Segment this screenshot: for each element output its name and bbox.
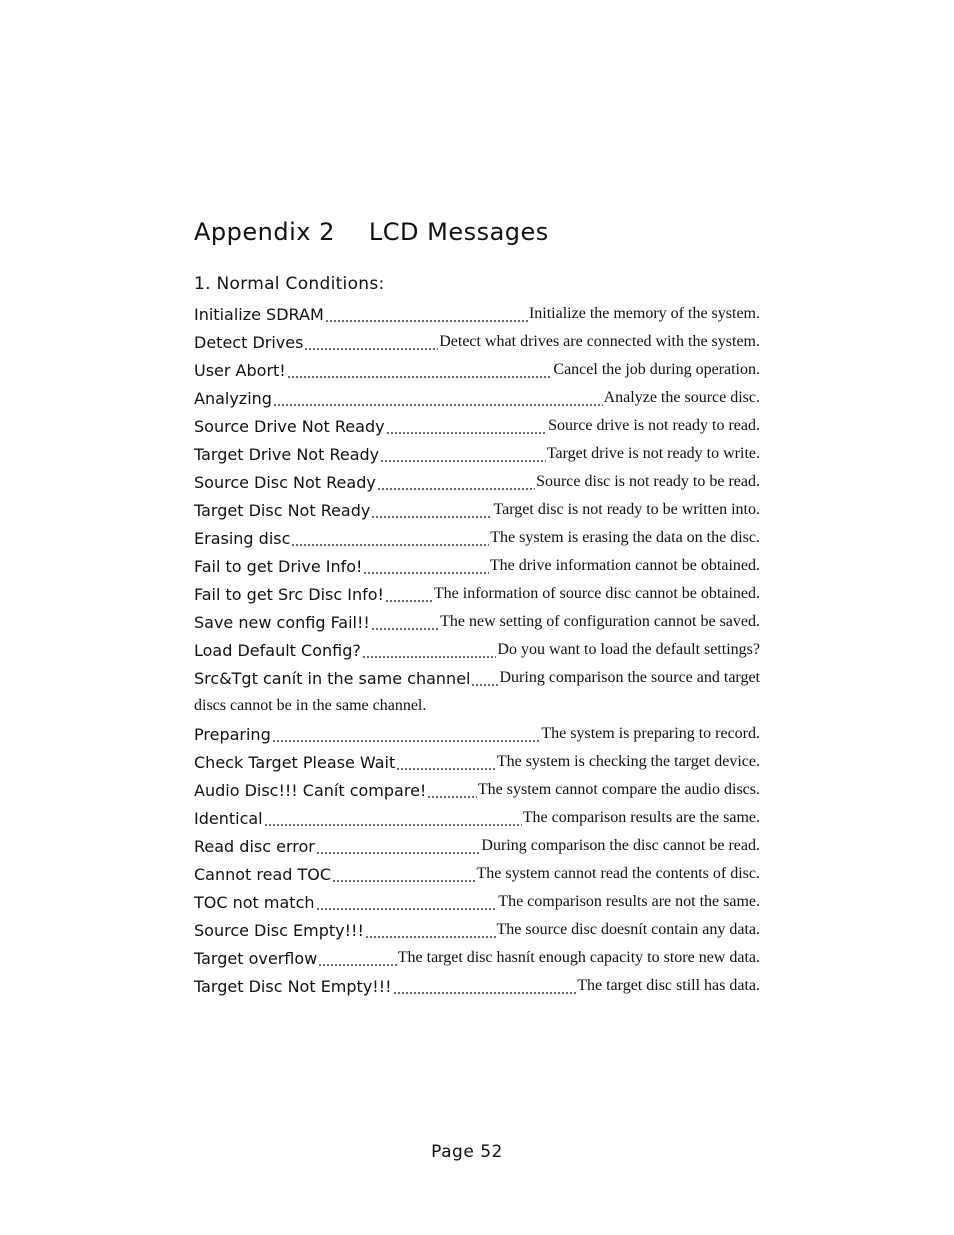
message-description: Analyze the source disc. [603, 389, 760, 406]
lcd-message: Fail to get Src Disc Info! [194, 584, 384, 604]
message-row [194, 636, 760, 664]
lcd-message: Source Disc Empty!!! [194, 920, 364, 940]
message-description: The system is preparing to record. [541, 725, 760, 742]
dot-leader [363, 552, 488, 580]
lcd-message: Source Disc Not Ready [194, 472, 376, 492]
dot-leader [332, 860, 475, 888]
message-row [194, 412, 760, 440]
lcd-message: Save new config Fail!! [194, 612, 370, 632]
lcd-message: Source Drive Not Ready [194, 416, 385, 436]
message-description: The system is checking the target device. [496, 753, 760, 770]
message-row [194, 608, 760, 636]
message-row [194, 524, 760, 552]
dot-leader [287, 356, 553, 384]
dot-leader [273, 384, 603, 412]
message-row [194, 552, 760, 580]
message-row [194, 384, 760, 412]
section-title: 1. Normal Conditions: [194, 274, 385, 294]
lcd-message: Load Default Config? [194, 640, 361, 660]
message-description: During comparison the disc cannot be read. [481, 837, 760, 854]
message-description: Do you want to load the default settings? [497, 641, 760, 658]
dot-leader [264, 804, 522, 832]
page-number: Page 52 [431, 1142, 503, 1162]
appendix-label: Appendix 2 [194, 218, 335, 246]
message-row [194, 468, 760, 496]
dot-leader [427, 776, 477, 804]
dot-leader [325, 300, 528, 328]
dot-leader [371, 608, 439, 636]
lcd-message: Audio Disc!!! Canít compare! [194, 780, 427, 800]
message-row [194, 916, 760, 944]
message-description: Detect what drives are connected with the system. [439, 333, 760, 350]
message-description: The target disc hasnít enough capacity to store new data. [397, 949, 760, 966]
message-row [194, 804, 760, 832]
message-description: Source disc is not ready to be read. [536, 473, 760, 490]
message-row [194, 440, 760, 468]
message-row [194, 832, 760, 860]
message-description: The comparison results are the same. [522, 809, 760, 826]
lcd-message: Cannot read TOC [194, 864, 332, 884]
message-row [194, 720, 760, 748]
dot-leader [393, 972, 577, 1000]
dot-leader [316, 888, 498, 916]
message-row [194, 664, 760, 692]
dot-leader [291, 524, 489, 552]
appendix-heading [194, 218, 549, 246]
dot-leader [316, 832, 481, 860]
message-description: Target drive is not ready to write. [546, 445, 760, 462]
dot-leader [377, 468, 535, 496]
message-description: The information of source disc cannot be obtained. [433, 585, 760, 602]
message-description: During comparison the source and target [499, 669, 760, 686]
lcd-message: Erasing disc [194, 528, 291, 548]
dot-leader [272, 720, 541, 748]
dot-leader [318, 944, 397, 972]
message-row [194, 748, 760, 776]
message-description: Cancel the job during operation. [553, 361, 760, 378]
message-row [194, 356, 760, 384]
lcd-message: Read disc error [194, 836, 315, 856]
lcd-message: Target overflow [194, 948, 318, 968]
lcd-message: Src&Tgt canít in the same channel [194, 668, 471, 688]
description-continuation: discs cannot be in the same channel. [194, 697, 427, 714]
lcd-message-list [194, 300, 760, 1000]
dot-leader [371, 496, 492, 524]
message-description: The system cannot read the contents of disc. [476, 865, 760, 882]
message-description: The system cannot compare the audio discs. [477, 781, 760, 798]
lcd-message: Preparing [194, 724, 271, 744]
dot-leader [362, 636, 497, 664]
lcd-message: TOC not match [194, 892, 315, 912]
message-description: Source drive is not ready to read. [548, 417, 760, 434]
message-description: The comparison results are not the same. [498, 893, 760, 910]
message-row [194, 972, 760, 1000]
message-row [194, 328, 760, 356]
dot-leader [304, 328, 438, 356]
dot-leader [396, 748, 496, 776]
lcd-message: Initialize SDRAM [194, 304, 324, 324]
lcd-message: Analyzing [194, 388, 272, 408]
message-row [194, 776, 760, 804]
message-row [194, 496, 760, 524]
lcd-message: Target Drive Not Ready [194, 444, 380, 464]
message-description: The drive information cannot be obtained. [489, 557, 760, 574]
message-description: The source disc doesnít contain any data. [496, 921, 760, 938]
lcd-message: Fail to get Drive Info! [194, 556, 363, 576]
message-description: The new setting of configuration cannot be saved. [440, 613, 760, 630]
appendix-title: LCD Messages [368, 218, 549, 246]
lcd-message: Target Disc Not Empty!!! [194, 976, 392, 996]
dot-leader [380, 440, 546, 468]
message-description: Initialize the memory of the system. [528, 305, 760, 322]
message-row [194, 580, 760, 608]
lcd-message: Target Disc Not Ready [194, 500, 371, 520]
message-row [194, 888, 760, 916]
lcd-message: User Abort! [194, 360, 286, 380]
dot-leader [471, 664, 498, 692]
message-row [194, 300, 760, 328]
message-row [194, 944, 760, 972]
dot-leader [365, 916, 496, 944]
message-description: Target disc is not ready to be written into. [493, 501, 760, 518]
message-description: The system is erasing the data on the disc. [490, 529, 760, 546]
dot-leader [386, 412, 547, 440]
lcd-message: Identical [194, 808, 263, 828]
dot-leader [385, 580, 433, 608]
lcd-message: Detect Drives [194, 332, 304, 352]
message-description: The target disc still has data. [577, 977, 760, 994]
message-row [194, 860, 760, 888]
lcd-message: Check Target Please Wait [194, 752, 396, 772]
